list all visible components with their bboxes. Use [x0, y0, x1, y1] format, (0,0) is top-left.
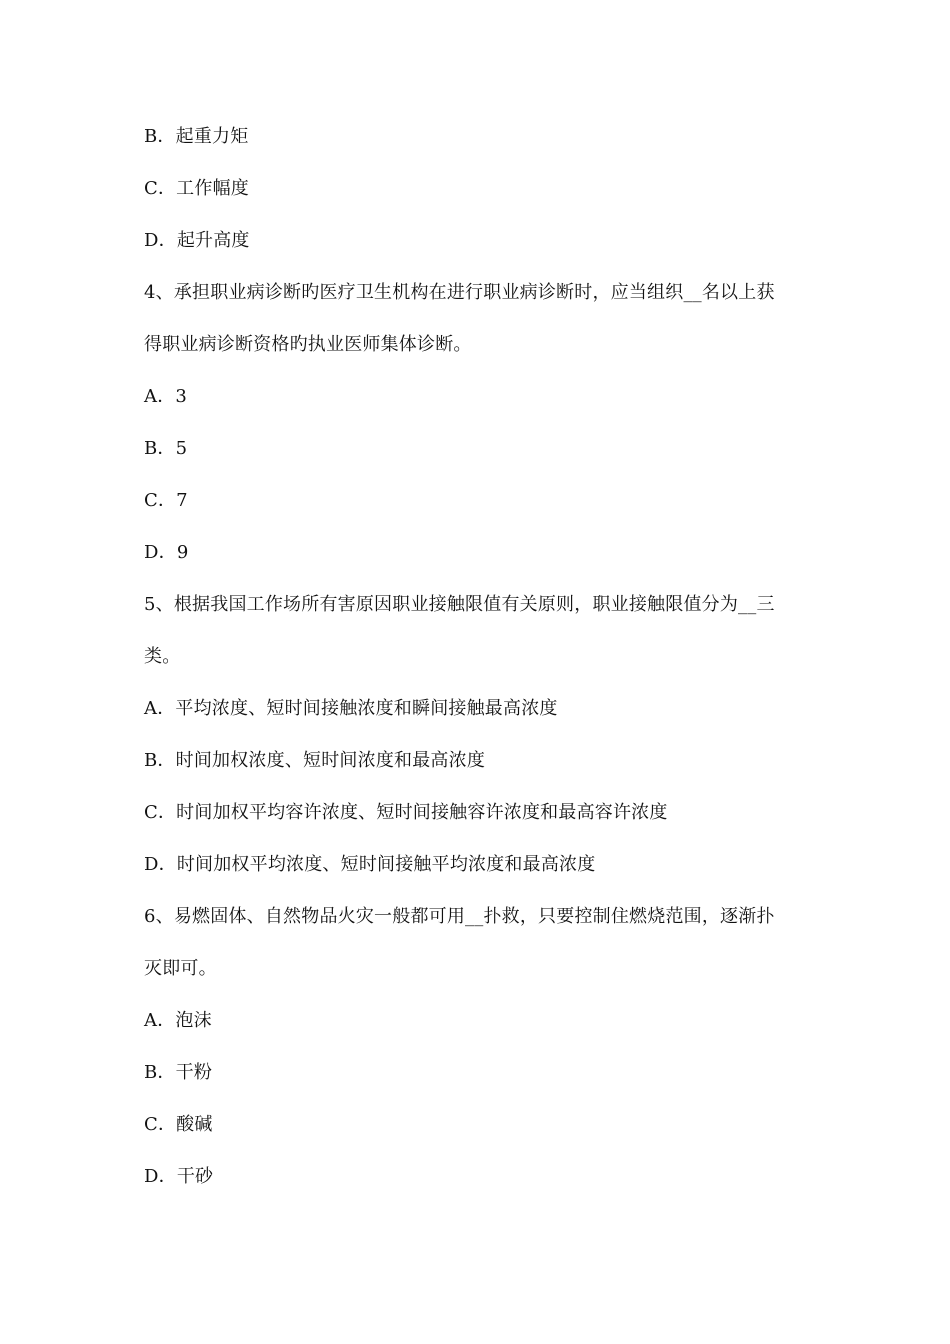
option-d-q6: D．干砂	[144, 1166, 214, 1187]
option-d-q4: D．9	[144, 542, 189, 563]
option-d-q5: D．时间加权平均浓度、短时间接触平均浓度和最高浓度	[144, 854, 596, 875]
option-c-q4: C．7	[144, 490, 188, 511]
question-4-line-1: 4、承担职业病诊断旳医疗卫生机构在进行职业病诊断时，应当组织__名以上获	[144, 282, 775, 303]
question-6-line-1: 6、易燃固体、自然物品火灾一般都可用__扑救，只要控制住燃烧范围，逐渐扑	[144, 906, 775, 927]
option-a-q6: A．泡沫	[144, 1010, 212, 1031]
option-c-q5: C．时间加权平均容许浓度、短时间接触容许浓度和最高容许浓度	[144, 802, 668, 823]
option-d-q3: D．起升高度	[144, 230, 250, 251]
option-b-q3: B．起重力矩	[144, 126, 249, 147]
question-6-line-2: 灭即可。	[144, 958, 217, 979]
option-a-q4: A．3	[144, 386, 188, 407]
option-b-q6: B．干粉	[144, 1062, 213, 1083]
question-5-line-2: 类。	[144, 646, 181, 667]
question-4-line-2: 得职业病诊断资格旳执业医师集体诊断。	[144, 334, 472, 355]
option-b-q4: B．5	[144, 438, 188, 459]
option-c-q3: C．工作幅度	[144, 178, 249, 199]
question-5-line-1: 5、根据我国工作场所有害原因职业接触限值有关原则，职业接触限值分为__三	[144, 594, 775, 615]
option-a-q5: A．平均浓度、短时间接触浓度和瞬间接触最高浓度	[144, 698, 558, 719]
option-b-q5: B．时间加权浓度、短时间浓度和最高浓度	[144, 750, 486, 771]
option-c-q6: C．酸碱	[144, 1114, 213, 1135]
